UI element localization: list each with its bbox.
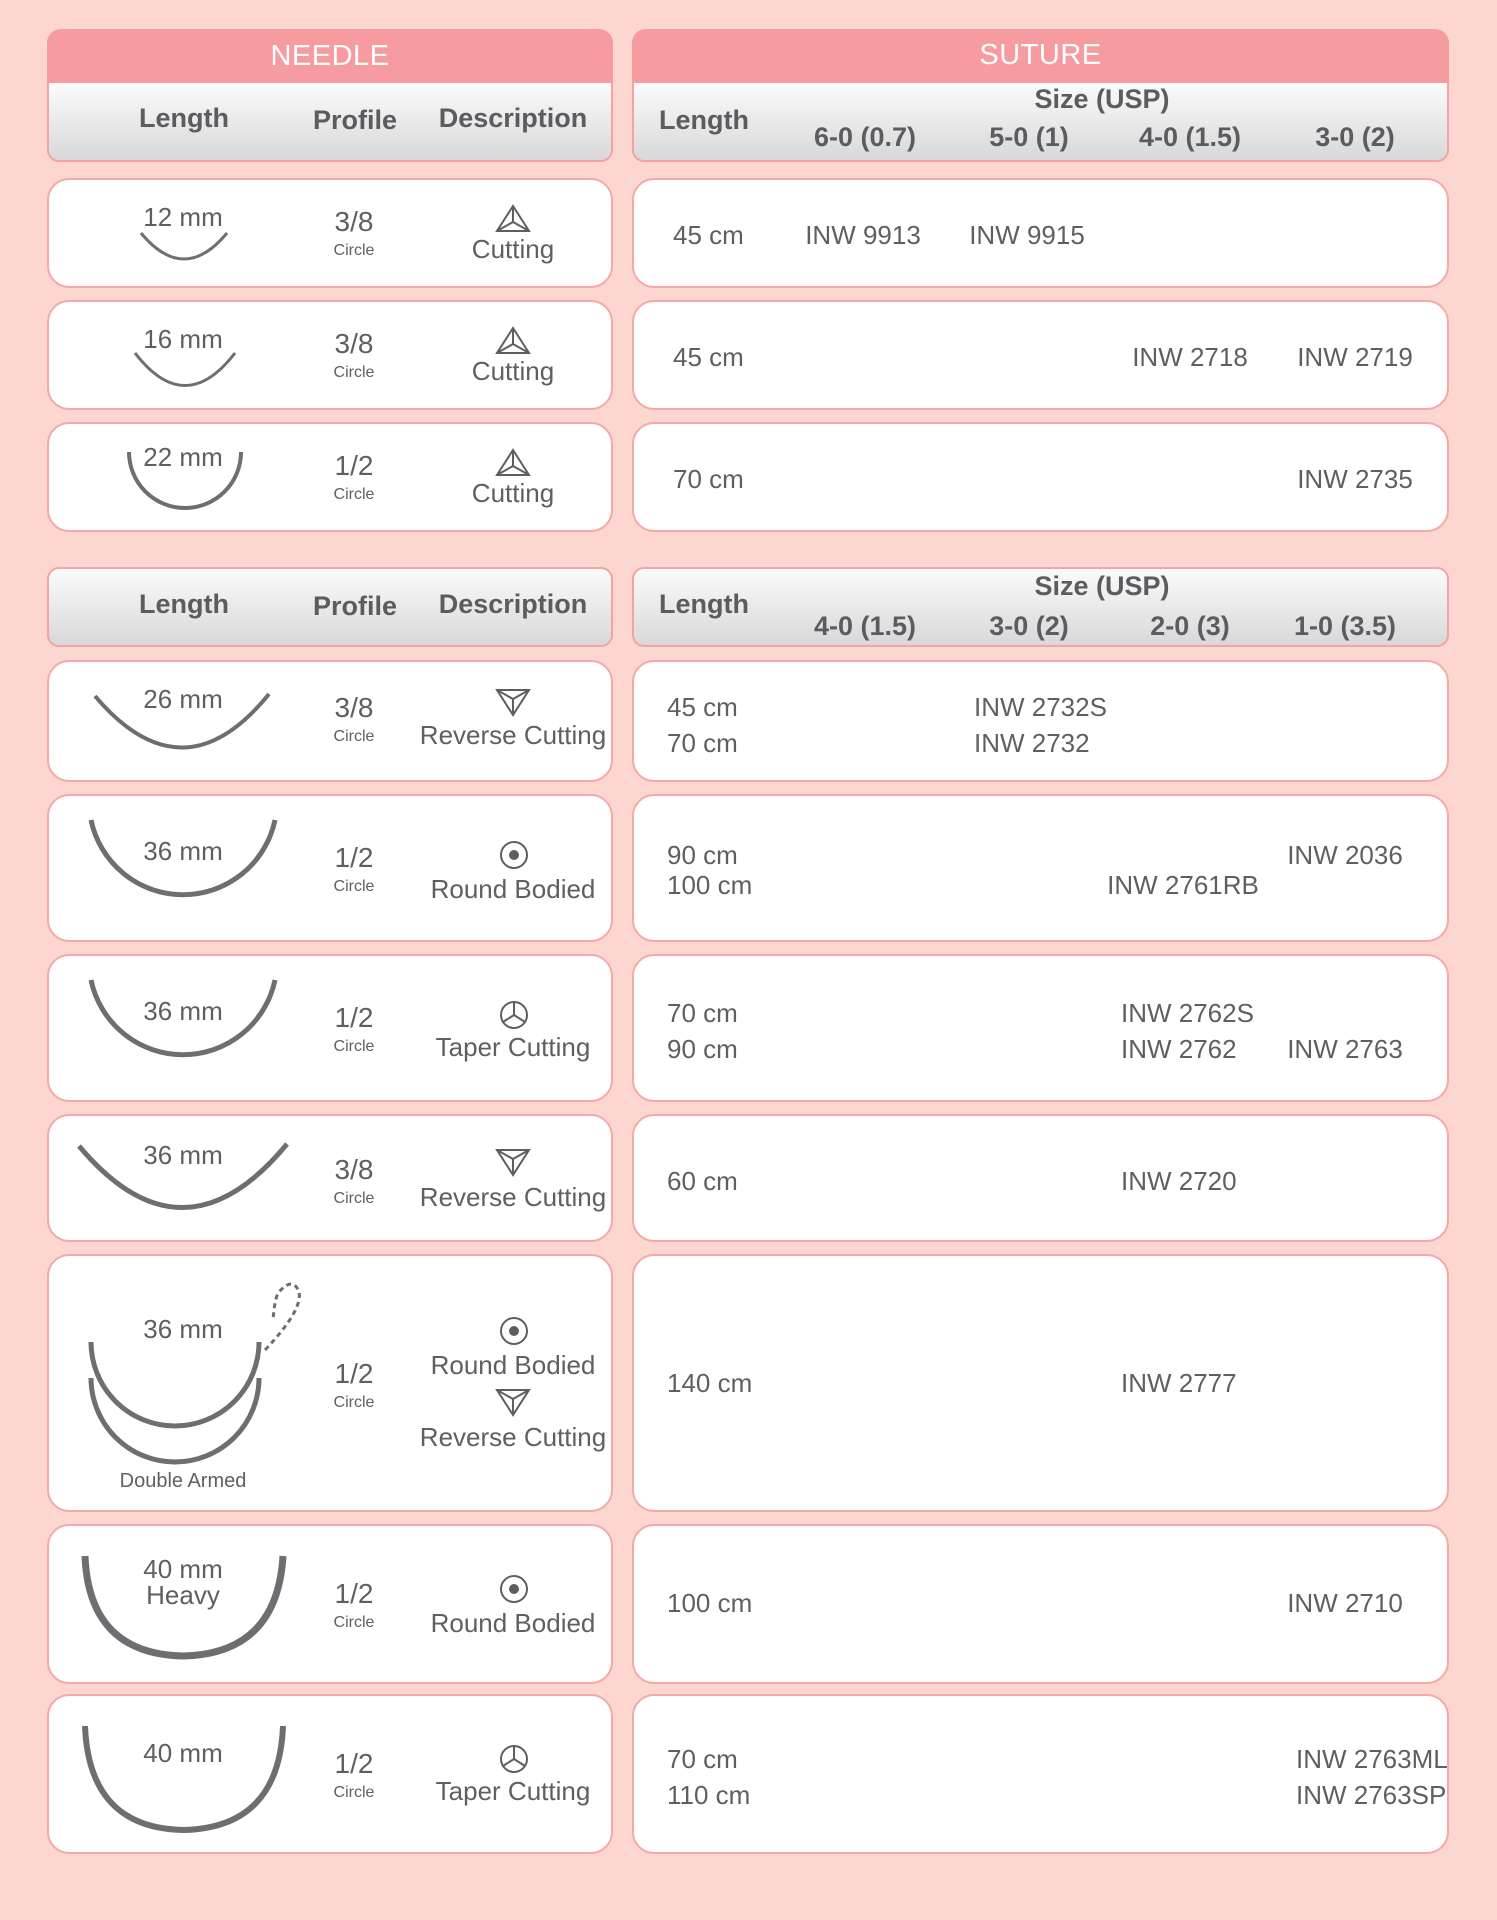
suture-card	[632, 954, 1449, 1102]
double-armed-needle-icon	[87, 1286, 267, 1446]
round-bodied-icon	[499, 1574, 529, 1604]
needle-column-header-2	[47, 567, 613, 647]
product-code: INW 2761RB	[1107, 870, 1259, 900]
needle-curve-icon	[79, 1554, 289, 1664]
needle-card	[47, 794, 613, 942]
needle-profile: 1/2	[334, 1578, 374, 1609]
double-armed-label: Double Armed	[119, 1470, 247, 1492]
needle-description: Taper Cutting	[435, 1776, 591, 1806]
size-header-2: 3-0 (2)	[989, 611, 1069, 641]
needle-profile: 1/2	[334, 1002, 374, 1033]
needle-curve-icon	[77, 1142, 291, 1212]
needle-card	[47, 300, 613, 410]
needle-description: Cutting	[471, 234, 555, 264]
needle-description: Round Bodied	[430, 874, 596, 904]
suture-card	[632, 1524, 1449, 1684]
circle-label: Circle	[333, 1784, 375, 1801]
suture-length: 45 cm	[667, 692, 738, 722]
suture-length: 100 cm	[667, 1588, 753, 1618]
suture-length: 60 cm	[667, 1166, 738, 1196]
suture-length-header: Length	[659, 589, 749, 619]
suture-length: 70 cm	[667, 728, 738, 758]
product-code: INW 2732S	[974, 692, 1107, 722]
needle-length: 36 mm	[143, 1140, 223, 1170]
needle-card	[47, 1254, 613, 1512]
suture-length: 70 cm	[673, 464, 744, 494]
size-header-4: 3-0 (2)	[1315, 122, 1395, 152]
needle-description-2: Reverse Cutting	[419, 1422, 607, 1452]
cutting-icon	[495, 204, 531, 234]
needle-length: 26 mm	[143, 684, 223, 714]
circle-label: Circle	[333, 1038, 375, 1055]
circle-label: Circle	[333, 364, 375, 381]
needle-description: Cutting	[471, 478, 555, 508]
product-code: INW 2777	[1121, 1368, 1237, 1398]
product-code: INW 2718	[1132, 342, 1248, 372]
size-header-1: 6-0 (0.7)	[813, 122, 917, 152]
needle-card	[47, 660, 613, 782]
size-header-3: 2-0 (3)	[1150, 611, 1230, 641]
needle-profile: 3/8	[334, 328, 374, 359]
circle-label: Circle	[333, 1394, 375, 1411]
needle-profile: 1/2	[334, 842, 374, 873]
product-code: INW 2720	[1121, 1166, 1237, 1196]
size-usp-header: Size (USP)	[1034, 571, 1170, 601]
suture-header-label: SUTURE	[979, 39, 1102, 71]
needle-length: 22 mm	[143, 442, 223, 472]
size-usp-header: Size (USP)	[1034, 84, 1170, 114]
needle-length: 12 mm	[143, 202, 223, 232]
needle-length-header: Length	[139, 103, 229, 133]
needle-description: Reverse Cutting	[419, 720, 607, 750]
product-code: INW 2762	[1121, 1034, 1237, 1064]
reverse-cutting-icon	[495, 688, 531, 718]
needle-curve-icon	[93, 692, 273, 752]
round-bodied-icon	[499, 1316, 529, 1346]
suture-column-header	[632, 83, 1449, 162]
needle-description: Round Bodied	[430, 1350, 596, 1380]
needle-curve-icon	[79, 1724, 289, 1836]
needle-profile: 1/2	[334, 450, 374, 481]
needle-curve-icon	[125, 450, 245, 520]
needle-description: Reverse Cutting	[419, 1182, 607, 1212]
needle-curve-icon	[87, 978, 281, 1084]
product-code: INW 2763SP	[1296, 1780, 1447, 1810]
suture-length: 90 cm	[667, 840, 738, 870]
size-header-4: 1-0 (3.5)	[1293, 611, 1397, 641]
suture-card	[632, 794, 1449, 942]
suture-length: 110 cm	[667, 1780, 751, 1810]
product-code: INW 2735	[1297, 464, 1413, 494]
needle-curve-icon	[87, 818, 281, 924]
needle-section-header	[47, 29, 613, 83]
suture-length: 70 cm	[667, 998, 738, 1028]
cutting-icon	[495, 448, 531, 478]
cutting-icon	[495, 326, 531, 356]
suture-length: 70 cm	[667, 1744, 738, 1774]
needle-length: 36 mm	[143, 836, 223, 866]
needle-profile: 1/2	[334, 1748, 374, 1779]
product-code: INW 9915	[969, 220, 1085, 250]
suture-length: 90 cm	[667, 1034, 738, 1064]
suture-card	[632, 300, 1449, 410]
circle-label: Circle	[333, 1190, 375, 1207]
taper-cutting-icon	[499, 1000, 529, 1030]
suture-length: 45 cm	[673, 220, 744, 250]
product-code: INW 2763	[1287, 1034, 1403, 1064]
suture-section-header	[632, 29, 1449, 83]
product-code: INW 2710	[1287, 1588, 1403, 1618]
needle-card	[47, 1524, 613, 1684]
reverse-cutting-icon	[495, 1148, 531, 1178]
suture-card	[632, 1694, 1449, 1854]
product-code: INW 2762S	[1121, 998, 1254, 1028]
needle-card	[47, 422, 613, 532]
needle-description: Cutting	[471, 356, 555, 386]
needle-card	[47, 1114, 613, 1242]
needle-column-header	[47, 83, 613, 162]
needle-card	[47, 178, 613, 288]
needle-profile: 3/8	[334, 1154, 374, 1185]
size-header-3: 4-0 (1.5)	[1138, 122, 1242, 152]
suture-thread-icon	[263, 1280, 313, 1360]
circle-label: Circle	[333, 486, 375, 503]
reverse-cutting-icon	[495, 1388, 531, 1418]
needle-length: 40 mm	[143, 1554, 223, 1584]
suture-card	[632, 422, 1449, 532]
product-code: INW 9913	[805, 220, 921, 250]
needle-length: 36 mm	[143, 1314, 223, 1344]
product-code: INW 2763ML	[1296, 1744, 1448, 1774]
needle-profile-header: Profile	[312, 105, 398, 135]
needle-length-note: Heavy	[146, 1580, 220, 1610]
needle-curve-icon	[133, 350, 237, 390]
needle-profile: 3/8	[334, 692, 374, 723]
needle-curve-icon	[139, 230, 229, 260]
round-bodied-icon	[499, 840, 529, 870]
needle-profile: 3/8	[334, 206, 374, 237]
suture-card	[632, 1254, 1449, 1512]
suture-length: 100 cm	[667, 870, 753, 900]
circle-label: Circle	[333, 728, 375, 745]
size-header-1: 4-0 (1.5)	[813, 611, 917, 641]
needle-profile: 1/2	[334, 1358, 374, 1389]
suture-length-header: Length	[659, 105, 749, 135]
needle-description-header: Description	[438, 103, 588, 133]
circle-label: Circle	[333, 242, 375, 259]
suture-length: 45 cm	[673, 342, 744, 372]
circle-label: Circle	[333, 1614, 375, 1631]
product-code: INW 2732	[974, 728, 1090, 758]
suture-length: 140 cm	[667, 1368, 753, 1398]
needle-length: 40 mm	[143, 1738, 223, 1768]
circle-label: Circle	[333, 878, 375, 895]
suture-column-header-2	[632, 567, 1449, 647]
suture-card	[632, 660, 1449, 782]
needle-description: Taper Cutting	[435, 1032, 591, 1062]
needle-card	[47, 954, 613, 1102]
size-header-2: 5-0 (1)	[989, 122, 1069, 152]
needle-description: Round Bodied	[430, 1608, 596, 1638]
needle-header-label: NEEDLE	[270, 40, 390, 72]
needle-length-header: Length	[139, 589, 229, 619]
suture-card	[632, 1114, 1449, 1242]
product-code: INW 2036	[1287, 840, 1403, 870]
needle-card	[47, 1694, 613, 1854]
product-code: INW 2719	[1297, 342, 1413, 372]
suture-card	[632, 178, 1449, 288]
needle-length: 16 mm	[143, 324, 223, 354]
needle-profile-header: Profile	[312, 591, 398, 621]
taper-cutting-icon	[499, 1744, 529, 1774]
needle-length: 36 mm	[143, 996, 223, 1026]
needle-description-header: Description	[438, 589, 588, 619]
